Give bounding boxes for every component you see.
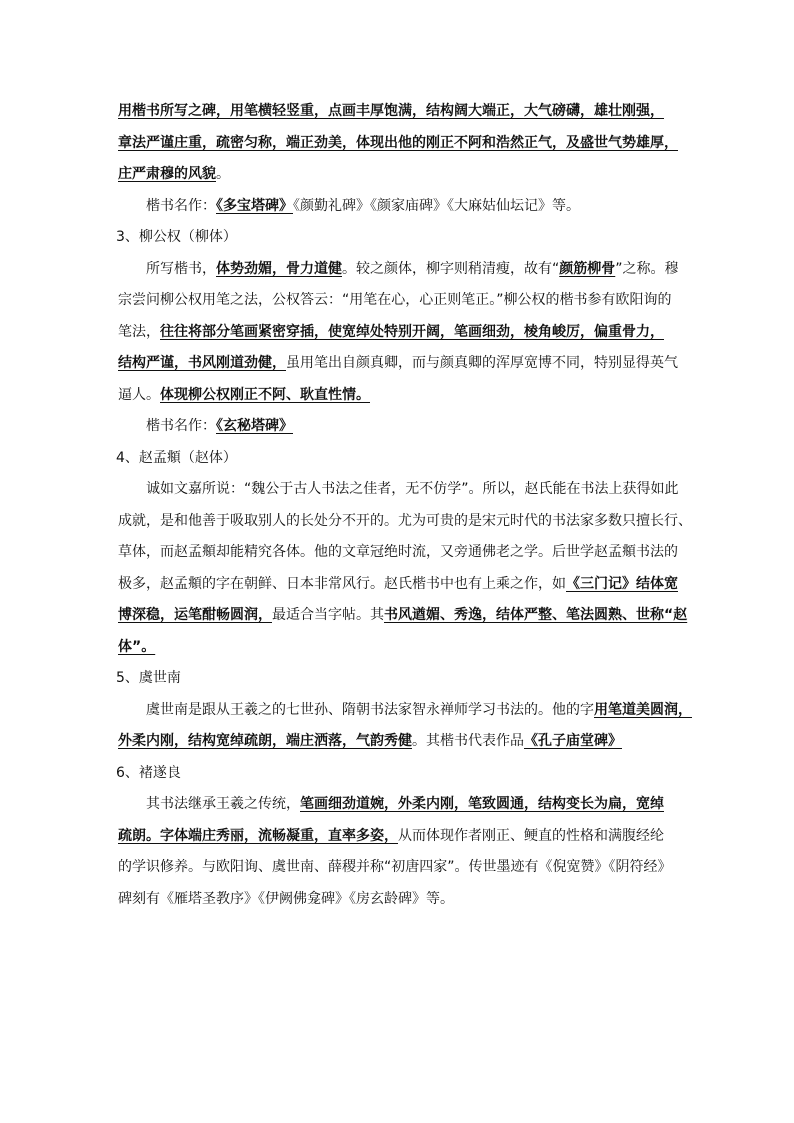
text-span: 5、虞世南 bbox=[116, 670, 181, 686]
section-heading bbox=[116, 663, 688, 695]
text-span: 用楷书所写之碑，用笔横轻竖重，点画丰厚饱满，结构阔大端正，大气磅礴，雄壮刚强， bbox=[118, 103, 664, 119]
text-line bbox=[118, 96, 688, 128]
text-span: 《颜勤礼碑》《颜家庙碑》《大麻姑仙坛记》等。 bbox=[293, 197, 580, 214]
text-line bbox=[118, 285, 688, 317]
text-line bbox=[118, 600, 688, 632]
text-span: 体势劲媚，骨力道健 bbox=[216, 260, 342, 277]
text-line bbox=[118, 726, 688, 758]
text-line bbox=[118, 632, 688, 664]
text-span: ”之称。穆 bbox=[615, 260, 679, 277]
text-span: 《玄秘塔碑》 bbox=[216, 418, 293, 434]
text-line bbox=[118, 411, 688, 443]
text-span: 用笔道美圆润， bbox=[594, 701, 692, 718]
text-span: 6、褚遂良 bbox=[116, 764, 181, 781]
text-span: 疏朗。字体端庄秀丽，流畅凝重，直率多姿， bbox=[118, 827, 398, 844]
text-line bbox=[118, 380, 688, 412]
text-line bbox=[118, 789, 688, 821]
text-line bbox=[118, 506, 692, 538]
text-span: 《孔子庙堂碑》 bbox=[524, 733, 622, 749]
text-span: 体现柳公权刚正不阿、耿直性情。 bbox=[160, 386, 370, 403]
text-span: 宗尝问柳公权用笔之法，公权答云：“用笔在心，心正则笔正。”柳公权的楷书参有欧阳询的 bbox=[118, 292, 672, 308]
text-span: 3、柳公权（柳体） bbox=[116, 229, 237, 245]
text-span: 博深稳，运笔酣畅圆润， bbox=[118, 607, 272, 623]
section-heading bbox=[116, 443, 688, 475]
text-span: 。较之颜体，柳字则稍清瘦，故有“ bbox=[342, 260, 560, 277]
text-line bbox=[118, 474, 688, 506]
text-span: 。 bbox=[216, 166, 230, 182]
text-span: 虽用笔出自颜真卿，而与颜真卿的浑厚宽博不同，特别显得英气 bbox=[286, 355, 678, 371]
text-span: 体”。 bbox=[118, 638, 156, 655]
text-span: 4、赵孟頫（赵体） bbox=[116, 449, 237, 466]
text-span: 笔画细劲道婉，外柔内刚，笔致圆通，结构变长为扁，宽绰 bbox=[300, 796, 664, 812]
text-span: 《三门记》结体宽 bbox=[566, 575, 678, 592]
text-line bbox=[118, 348, 688, 380]
text-span: 往往将部分笔画紧密穿插，使宽绰处特别开阔，笔画细劲，棱角峻厉，偏重骨力， bbox=[160, 323, 664, 340]
document-body bbox=[116, 96, 692, 915]
text-span: 从而体现作者刚正、鲠直的性格和满腹经纶 bbox=[398, 827, 664, 844]
text-span: 楷书名作： bbox=[146, 418, 216, 434]
text-span: 楷书名作： bbox=[146, 197, 216, 214]
text-line bbox=[118, 852, 688, 884]
text-line bbox=[118, 821, 688, 853]
text-span: 极多，赵孟頫的字在朝鲜、日本非常风行。赵氏楷书中也有上乘之作，如 bbox=[118, 575, 566, 592]
text-line bbox=[118, 159, 688, 191]
text-span: 最适合当字帖。其 bbox=[272, 607, 384, 623]
text-line bbox=[118, 884, 688, 916]
text-line bbox=[118, 695, 692, 727]
text-span: 虞世南是跟从王羲之的七世孙、隋朝书法家智永禅师学习书法的。他的字 bbox=[146, 701, 594, 718]
text-span: 颜筋柳骨 bbox=[559, 260, 616, 277]
text-span: 笔法， bbox=[118, 323, 160, 340]
text-span: 碑刻有《雁塔圣教序》《伊阙佛龛碑》《房玄龄碑》等。 bbox=[118, 890, 454, 907]
text-line bbox=[118, 317, 688, 349]
text-span: 外柔内刚，结构宽绰疏朗，端庄洒落，气韵秀健 bbox=[118, 733, 412, 749]
text-line bbox=[118, 537, 688, 569]
text-span: 的学识修养。与欧阳询、虞世南、薛稷并称“初唐四家”。传世墨迹有《倪宽赞》《阴符经》 bbox=[118, 859, 672, 875]
section-heading bbox=[116, 758, 688, 790]
text-span: 诚如文嘉所说：“魏公于古人书法之佳者，无不仿学”。所以，赵氏能在书法上获得如此 bbox=[146, 481, 679, 497]
text-line bbox=[118, 191, 688, 223]
text-span: 草体，而赵孟頫却能精究各体。他的文章冠绝时流，又旁通佛老之学。后世学赵孟頫书法的 bbox=[118, 544, 678, 560]
text-span: 结构严谨，书风刚道劲健， bbox=[118, 355, 286, 371]
text-line bbox=[118, 254, 688, 286]
text-span: 《多宝塔碑》 bbox=[216, 197, 293, 214]
text-line bbox=[118, 128, 688, 160]
text-span: 所写楷书， bbox=[146, 260, 216, 277]
text-span: 章法严谨庄重，疏密匀称，端正劲美，体现出他的刚正不阿和浩然正气，及盛世气势雄厚， bbox=[118, 134, 678, 151]
text-span: 逼人。 bbox=[118, 386, 160, 403]
text-line bbox=[118, 569, 688, 601]
text-span: 其书法继承王羲之传统， bbox=[146, 796, 300, 812]
text-span: 成就，是和他善于吸取别人的长处分不开的。尤为可贵的是宋元时代的书法家多数只擅长行、 bbox=[118, 512, 692, 529]
section-heading bbox=[116, 222, 688, 254]
text-span: 。其楷书代表作品 bbox=[412, 733, 524, 749]
text-span: 书风遒媚、秀逸，结体严整、笔法圆熟、世称“赵 bbox=[384, 607, 688, 623]
text-span: 庄严肃穆的风貌 bbox=[118, 166, 216, 182]
